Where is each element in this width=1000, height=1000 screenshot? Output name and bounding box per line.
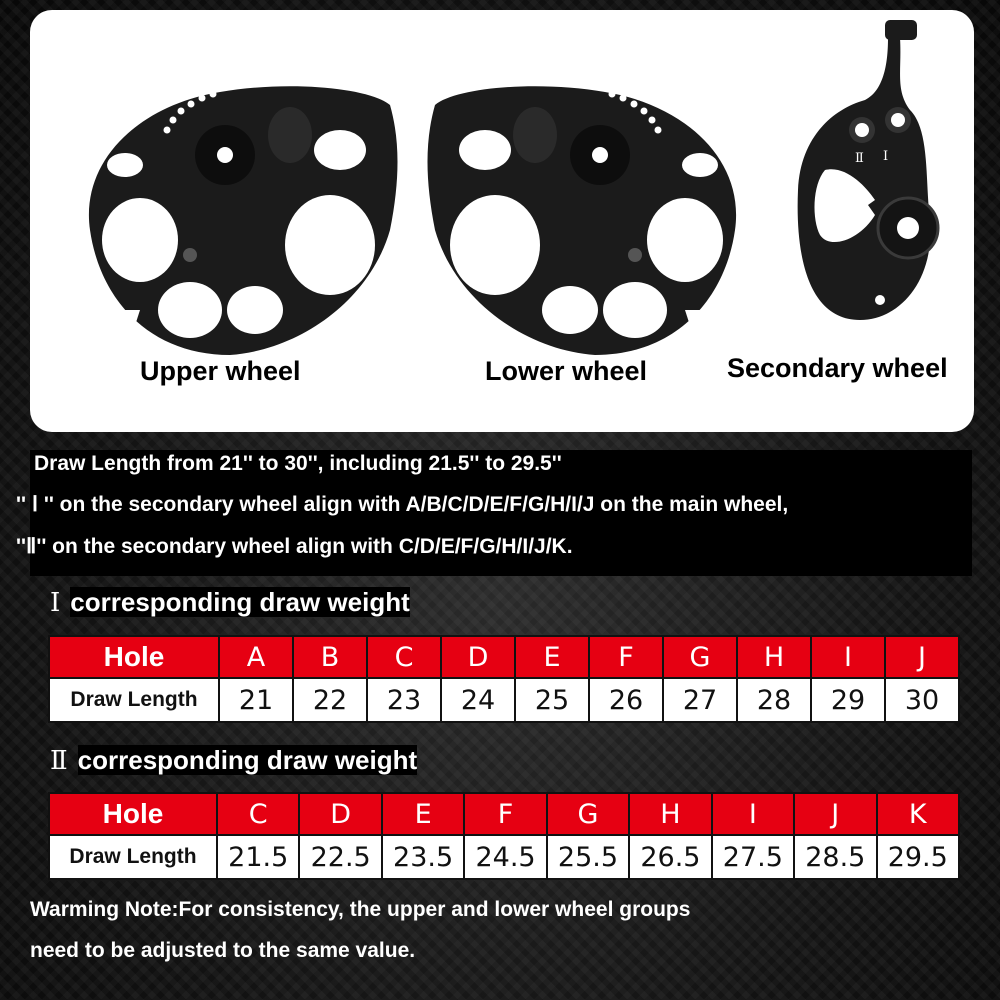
hole-cell: G	[663, 636, 737, 678]
hole-cell: F	[589, 636, 663, 678]
length-cell: 29	[811, 678, 885, 722]
length-cell: 23.5	[382, 835, 464, 879]
section-1-title-text: corresponding draw weight	[70, 587, 410, 617]
length-cell: 25	[515, 678, 589, 722]
draw-length-table-i	[48, 635, 960, 723]
hole-cell: D	[441, 636, 515, 678]
hole-cell: J	[794, 793, 876, 835]
header-label: Hole	[49, 636, 219, 678]
hole-cell: H	[737, 636, 811, 678]
hole-cell: J	[885, 636, 959, 678]
intro-line-2: '' Ⅰ '' on the secondary wheel align with A/B/C/D/E/F/G/H/I/J on the main wheel,	[16, 493, 789, 516]
length-cell: 28	[737, 678, 811, 722]
secondary-wheel-label: Secondary wheel	[727, 353, 948, 383]
hole-cell: I	[712, 793, 794, 835]
hole-cell: B	[293, 636, 367, 678]
mark-i: Ⅰ	[883, 149, 889, 164]
length-cell: 28.5	[794, 835, 876, 879]
table-header-row	[49, 636, 959, 678]
numeral-ii: Ⅱ	[50, 746, 68, 776]
table-row	[49, 835, 959, 879]
hole-cell: A	[219, 636, 293, 678]
hole-cell: E	[382, 793, 464, 835]
length-cell: 21.5	[217, 835, 299, 879]
length-cell: 27.5	[712, 835, 794, 879]
hole-cell: G	[547, 793, 629, 835]
length-cell: 22.5	[299, 835, 381, 879]
hole-cell: I	[811, 636, 885, 678]
upper-wheel-label: Upper wheel	[140, 356, 301, 386]
row-label: Draw Length	[49, 835, 217, 879]
hole-cell: H	[629, 793, 711, 835]
hole-cell: C	[367, 636, 441, 678]
length-cell: 24.5	[464, 835, 546, 879]
length-cell: 25.5	[547, 835, 629, 879]
hole-cell: D	[299, 793, 381, 835]
hole-cell: F	[464, 793, 546, 835]
length-cell: 23	[367, 678, 441, 722]
intro-box	[16, 450, 972, 576]
length-cell: 24	[441, 678, 515, 722]
intro-line-3: ''Ⅱ'' on the secondary wheel align with C/D/E/F/G/H/I/J/K.	[16, 535, 573, 558]
length-cell: 27	[663, 678, 737, 722]
warning-note-line-2: need to be adjusted to the same value.	[30, 939, 416, 962]
section-1-title	[50, 587, 410, 618]
length-cell: 26.5	[629, 835, 711, 879]
mark-ii: Ⅱ	[855, 151, 864, 166]
product-image-panel	[30, 10, 974, 432]
table-header-row	[49, 793, 959, 835]
hole-cell: C	[217, 793, 299, 835]
lower-wheel-label: Lower wheel	[485, 356, 648, 386]
warning-note-line-1: Warming Note:For consistency, the upper and lower wheel groups	[30, 898, 691, 921]
lower-wheel-image	[425, 80, 755, 360]
length-cell: 29.5	[877, 835, 960, 879]
secondary-wheel-image	[790, 20, 970, 330]
length-cell: 21	[219, 678, 293, 722]
numeral-i: Ⅰ	[50, 588, 61, 618]
upper-wheel-image	[70, 80, 400, 360]
table-row	[49, 678, 959, 722]
intro-line-1: Draw Length from 21'' to 30'', including 21.5'' to 29.5''	[34, 452, 562, 475]
header-label: Hole	[49, 793, 217, 835]
section-2-title	[50, 745, 417, 776]
hole-cell: K	[877, 793, 960, 835]
length-cell: 30	[885, 678, 959, 722]
row-label: Draw Length	[49, 678, 219, 722]
length-cell: 22	[293, 678, 367, 722]
hole-cell: E	[515, 636, 589, 678]
draw-length-table-ii	[48, 792, 960, 880]
length-cell: 26	[589, 678, 663, 722]
section-2-title-text: corresponding draw weight	[77, 745, 418, 775]
